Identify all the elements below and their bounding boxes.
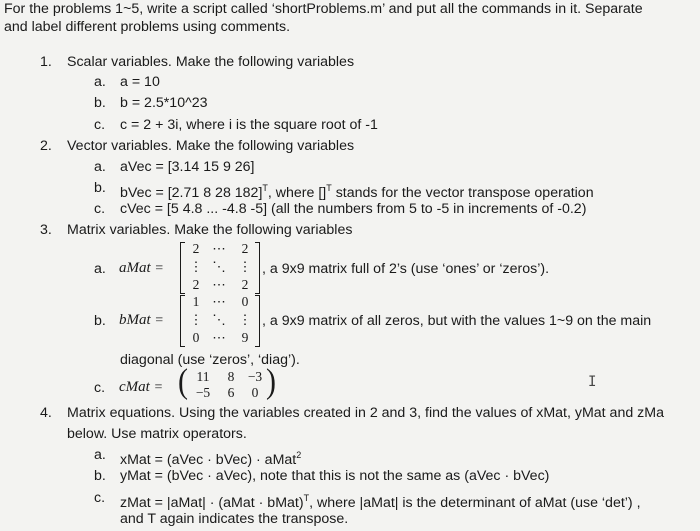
problem-4a-label: a. [94,447,106,463]
problem-4-number: 4. [40,405,52,421]
problem-3b-text-2: diagonal (use ‘zeros’, ‘diag’). [120,352,300,368]
problem-2-number: 2. [40,138,52,154]
problem-3a-label: a. [94,261,106,277]
problem-2b-text: bVec = [2.71 8 28 182]$^T$, where []$^T$ stands for the vector transpose operation [120,183,594,201]
text-cursor-icon: I [588,374,597,390]
problem-3-title: Matrix variables. Make the following variables [67,222,353,238]
problem-4c-text-2: and T again indicates the transpose. [120,511,349,527]
problem-3-number: 3. [40,222,52,238]
problem-1a-label: a. [94,74,106,90]
problem-1b-label: b. [94,95,106,111]
problem-2b-label: b. [94,180,106,196]
problem-4-title-2: below. Use matrix operators. [67,426,247,442]
problem-1a-text: a = 10 [120,74,160,90]
cmat-matrix: ( ) 11 8 −3 −5 6 0 [178,362,276,401]
cmat-name: cMat = [119,379,164,395]
problem-4a-text: xMat = (aVec · bVec) · aMat$^2$ [120,450,302,468]
bmat-name: bMat = [119,312,164,328]
problem-2a-label: a. [94,159,106,175]
problem-2c-text: cVec = [5 4.8 ... -4.8 -5] (all the numbers from 5 to -5 in increments of -0.2) [120,201,587,217]
problem-1c-label: c. [94,117,106,133]
amat-name: aMat = [119,260,164,276]
problem-2c-label: c. [94,201,106,217]
bmat-matrix: 1 ⋯ 0 ⋮ ⋱ ⋮ 0 ⋯ 9 [180,295,260,347]
problem-3b-text: , a 9x9 matrix of all zeros, but with the values 1~9 on the main [262,313,652,329]
amat-matrix: 2 ⋯ 2 ⋮ ⋱ ⋮ 2 ⋯ 2 [180,242,260,294]
problem-4-title: Matrix equations. Using the variables created in 2 and 3, find the values of xMat, yMat and zMa [67,405,664,421]
problem-1-number: 1. [40,54,52,70]
intro-line-2: and label different problems using comments. [4,19,291,35]
problem-4b-label: b. [94,468,106,484]
problem-3a-text: , a 9x9 matrix full of 2’s (use ‘ones’ or ‘zeros’). [262,261,550,277]
intro-line-1: For the problems 1~5, write a script called ‘shortProblems.m’ and put all the commands in it. Separate [4,1,643,17]
problem-4b-text: yMat = (bVec · aVec), note that this is not the same as (aVec · bVec) [120,468,550,484]
problem-4c-label: c. [94,490,106,506]
problem-1b-text: b = 2.5*10^23 [120,95,208,111]
problem-3b-label: b. [94,313,106,329]
problem-2a-text: aVec = [3.14 15 9 26] [120,159,255,175]
problem-1-title: Scalar variables. Make the following variables [67,54,355,70]
problem-3c-label: c. [94,380,106,396]
problem-1c-text: c = 2 + 3i, where i is the square root of -1 [120,117,378,133]
problem-4c-text: zMat = |aMat| · (aMat · bMat)$^T$, where |aMat| is the determinant of aMat (use ‘det’) , [120,493,641,511]
problem-2-title: Vector variables. Make the following variables [67,138,355,154]
